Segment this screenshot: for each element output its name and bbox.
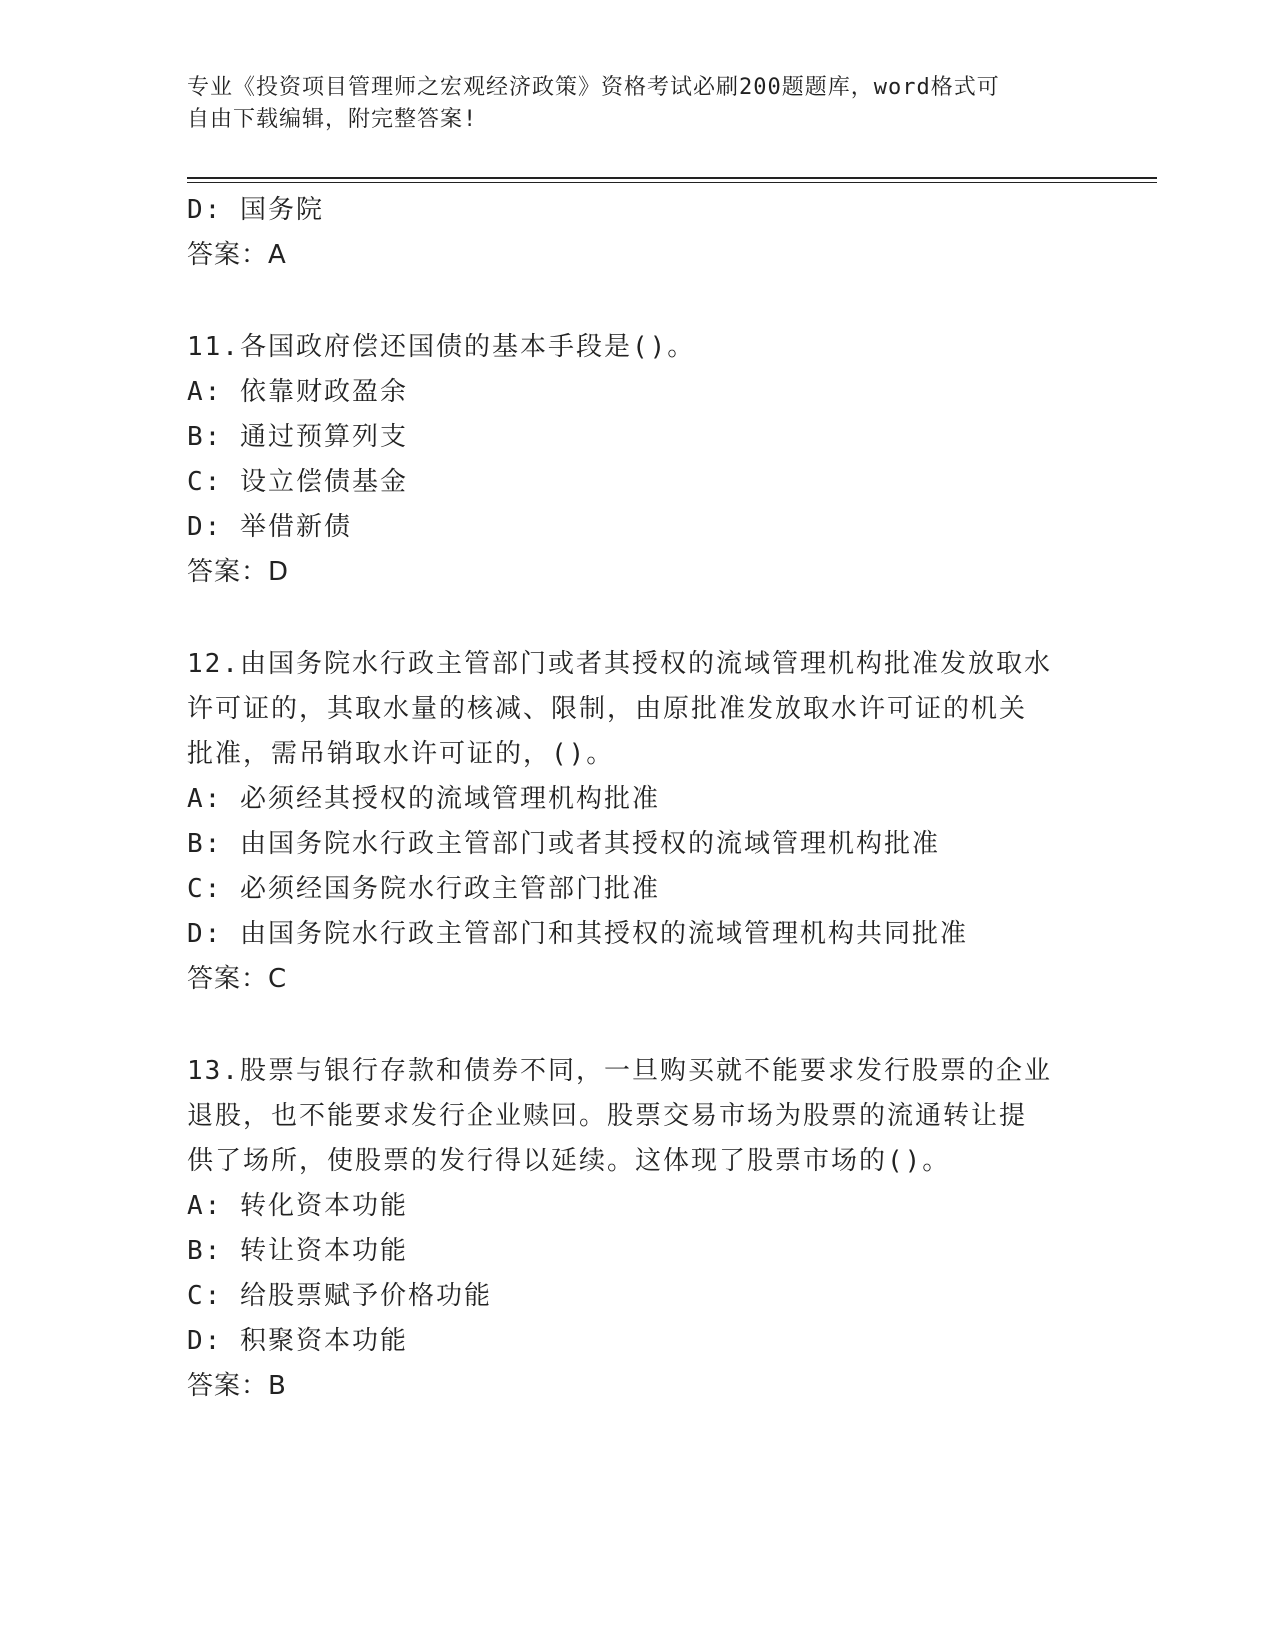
question-stem: 11.各国政府偿还国债的基本手段是()。 — [187, 332, 696, 362]
spacer — [187, 595, 1087, 642]
question-stem: 供了场所，使股票的发行得以延续。这体现了股票市场的()。 — [187, 1146, 951, 1176]
spacer — [187, 1002, 1087, 1049]
header-divider-thin — [187, 182, 1157, 183]
option-c: C: 给股票赋予价格功能 — [187, 1281, 492, 1311]
question-stem: 13.股票与银行存款和债券不同，一旦购买就不能要求发行股票的企业 — [187, 1056, 1052, 1086]
option-a: A: 必须经其授权的流域管理机构批准 — [187, 784, 660, 814]
question-stem: 许可证的，其取水量的核减、限制，由原批准发放取水许可证的机关 — [187, 694, 1028, 724]
question-13 — [187, 1049, 1087, 1409]
option-a: A: 转化资本功能 — [187, 1191, 408, 1221]
question-11 — [187, 325, 1087, 595]
option-d: D: 国务院 — [187, 195, 324, 225]
option-c: C: 必须经国务院水行政主管部门批准 — [187, 874, 660, 904]
answer-line: 答案：A — [187, 240, 287, 270]
answer-line: 答案：C — [187, 964, 288, 994]
option-c: C: 设立偿债基金 — [187, 467, 408, 497]
answer-line: 答案：D — [187, 557, 290, 587]
option-b: B: 通过预算列支 — [187, 422, 408, 452]
header-line-1: 专业《投资项目管理师之宏观经济政策》资格考试必刷200题题库，word格式可 — [187, 75, 1000, 100]
option-b: B: 由国务院水行政主管部门或者其授权的流域管理机构批准 — [187, 829, 940, 859]
answer-line: 答案：B — [187, 1371, 287, 1401]
option-d: D: 积聚资本功能 — [187, 1326, 408, 1356]
question-fragment — [187, 188, 1087, 278]
header-line-2: 自由下载编辑，附完整答案! — [187, 107, 478, 132]
question-stem: 12.由国务院水行政主管部门或者其授权的流域管理机构批准发放取水 — [187, 649, 1052, 679]
header-divider-thick — [187, 177, 1157, 179]
option-d: D: 由国务院水行政主管部门和其授权的流域管理机构共同批准 — [187, 919, 968, 949]
option-a: A: 依靠财政盈余 — [187, 377, 408, 407]
question-list — [187, 188, 1087, 1409]
option-d: D: 举借新债 — [187, 512, 352, 542]
question-stem: 退股，也不能要求发行企业赎回。股票交易市场为股票的流通转让提 — [187, 1101, 1028, 1131]
page-header — [187, 72, 1067, 136]
spacer — [187, 278, 1087, 325]
question-12 — [187, 642, 1087, 1002]
option-b: B: 转让资本功能 — [187, 1236, 408, 1266]
question-stem: 批准，需吊销取水许可证的，()。 — [187, 739, 615, 769]
